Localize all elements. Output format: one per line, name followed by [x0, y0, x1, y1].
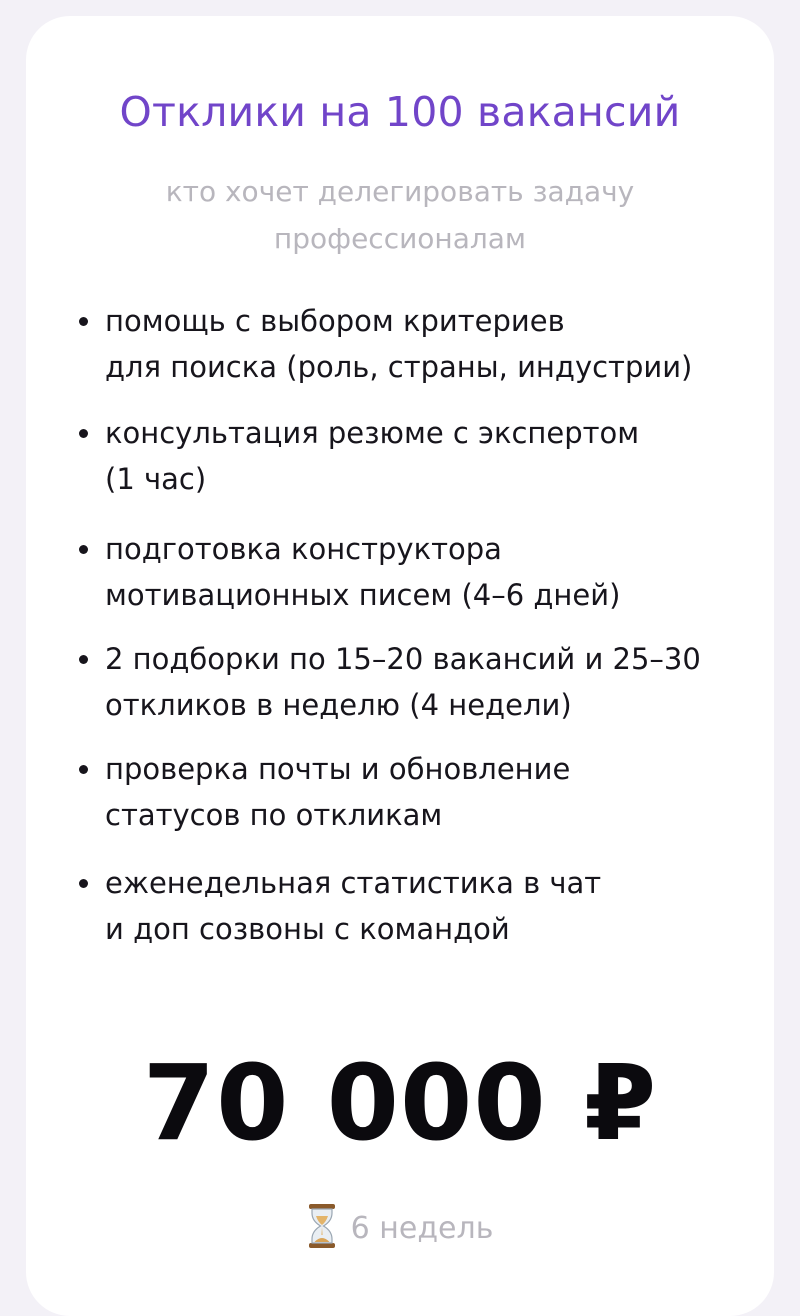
feature-line: (1 час)	[105, 462, 207, 496]
feature-item	[105, 410, 765, 502]
feature-item	[105, 746, 765, 838]
feature-line: статусов по откликам	[105, 798, 443, 832]
subtitle-line: профессионалам	[273, 222, 527, 255]
feature-line: консультация резюме с экспертом	[105, 416, 640, 450]
plan-price: 70 000 ₽	[142, 1042, 658, 1164]
feature-line: мотивационных писем (4–6 дней)	[105, 578, 621, 612]
feature-line: подготовка конструктора	[105, 532, 502, 566]
feature-line: для поиска (роль, страны, индустрии)	[105, 350, 693, 384]
feature-item	[105, 860, 765, 952]
hourglass-icon	[307, 1204, 337, 1248]
feature-line: еженедельная статистика в чат	[105, 866, 602, 900]
feature-line: помощь с выбором критериев	[105, 304, 565, 338]
plan-title: Отклики на 100 вакансий	[119, 88, 681, 136]
plan-duration	[0, 1204, 800, 1253]
feature-line: и доп созвоны с командой	[105, 912, 510, 946]
feature-item	[105, 636, 765, 728]
feature-line: 2 подборки по 15–20 вакансий и 25–30	[105, 642, 701, 676]
feature-item	[105, 526, 765, 618]
subtitle-line: кто хочет делегировать задачу	[165, 175, 635, 208]
feature-item	[105, 298, 765, 390]
feature-line: откликов в неделю (4 недели)	[105, 688, 572, 722]
duration-text: 6 недель	[350, 1211, 494, 1246]
feature-line: проверка почты и обновление	[105, 752, 571, 786]
plan-subtitle	[150, 168, 650, 262]
